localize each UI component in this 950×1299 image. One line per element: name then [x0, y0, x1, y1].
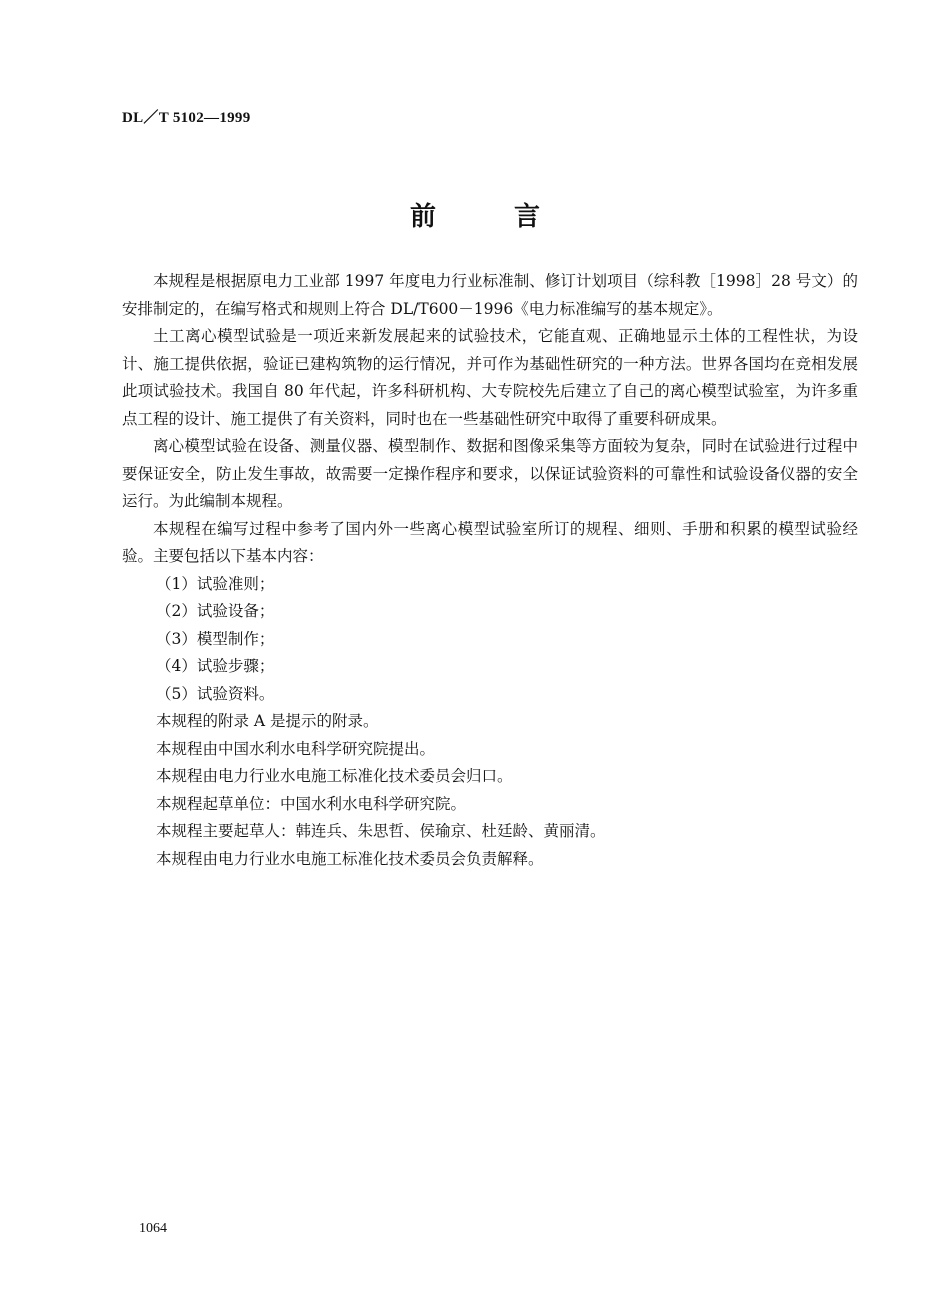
list-item: （1）试验准则； — [156, 574, 275, 593]
paragraph-complexity: 离心模型试验在设备、测量仪器、模型制作、数据和图像采集等方面较为复杂，同时在试验进行过程中要保证安全，防止发生事故，故需要一定操作程序和要求，以保证试验资料的可靠性和试验设备仪器的安全运行。为此编制本规程。 — [122, 437, 858, 510]
statements — [122, 708, 858, 873]
statement-drafting-unit: 本规程起草单位：中国水利水电科学研究院。 — [156, 794, 467, 813]
standard-code: DL／T 5102—1999 — [122, 110, 251, 126]
contents-list — [122, 571, 858, 709]
page-number: 1064 — [139, 1221, 167, 1236]
page-title: 前言 — [409, 202, 618, 232]
paragraph-references: 本规程在编写过程中参考了国内外一些离心模型试验室所订的规程、细则、手册和积累的模型试验经验。主要包括以下基本内容： — [122, 519, 858, 565]
list-item: （5）试验资料。 — [156, 684, 275, 703]
statement-appendix: 本规程的附录 A 是提示的附录。 — [156, 712, 379, 730]
statement-interpretation: 本规程由电力行业水电施工标准化技术委员会负责解释。 — [156, 849, 544, 868]
list-item: （4）试验步骤； — [156, 657, 275, 675]
statement-drafters: 本规程主要起草人：韩连兵、朱思哲、侯瑜京、杜廷龄、黄丽清。 — [156, 822, 606, 840]
list-item: （3）模型制作； — [156, 629, 275, 648]
list-item: （2）试验设备； — [156, 602, 275, 620]
statement-proposer: 本规程由中国水利水电科学研究院提出。 — [156, 739, 436, 758]
paragraph-basis: 本规程是根据原电力工业部 1997 年度电力行业标准制、修订计划项目（综科教［1998］28 号文）的安排制定的，在编写格式和规则上符合 DL/T600－1996《电力标准编写的基本规定》。 — [122, 272, 858, 318]
statement-administration: 本规程由电力行业水电施工标准化技术委员会归口。 — [156, 767, 513, 785]
document-body — [122, 268, 858, 873]
paragraph-background: 土工离心模型试验是一项近来新发展起来的试验技术，它能直观、正确地显示土体的工程性状，为设计、施工提供依据，验证已建构筑物的运行情况，并可作为基础性研究的一种方法。世界各国均在竞相发展此项试验技术。我国自 80 年代起，许多科研机构、大专院校先后建立了自己的离心模型试验室，为许多重点工程的设计、施工提供了有关资料，同时也在一些基础性研究中取得了重要科研成果。 — [122, 327, 858, 428]
